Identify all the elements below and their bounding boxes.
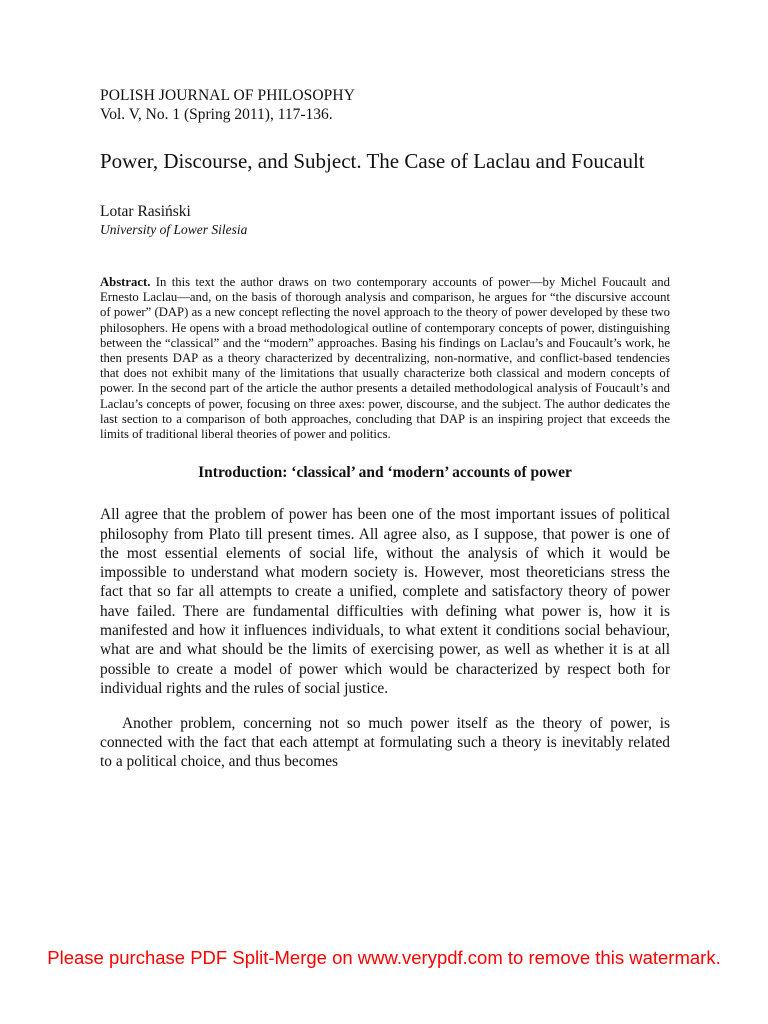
abstract-label: Abstract. bbox=[100, 275, 151, 289]
article-title: Power, Discourse, and Subject. The Case of Laclau and Foucault bbox=[100, 149, 645, 173]
body-paragraph: Another problem, concerning not so much power itself as the theory of power, is connected with the fact that each attempt at formulating such a theory is inevitably related to a political choice, and thus becomes bbox=[100, 714, 670, 771]
section-heading: Introduction: ‘classical’ and ‘modern’ accounts of power bbox=[198, 464, 572, 482]
abstract-text: In this text the author draws on two contemporary accounts of power—by Michel Foucault and Ernesto Laclau—and, on the basis of thorough analysis and comparison, he argues for “the discursive account of power” (DAP) as a new concept reflecting the novel approach to the theory of power developed by these two philosophers. He opens with a broad methodological outline of contemporary concepts of power, distinguishing between the “classical” and the “modern” approaches. Basing his findings on Laclau’s and Foucault’s work, he then presents DAP as a theory characterized by decentralizing, non-normative, and conflict-based tendencies that does not exhibit many of the limitations that usually characterize both classical and modern concepts of power. In the second part of the article the author presents a detailed methodological analysis of Foucault’s and Laclau’s concepts of power, focusing on three axes: power, discourse, and the subject. The author dedicates the last section to a comparison of both approaches, concluding that DAP is an inspiring project that exceeds the limits of traditional liberal theories of power and politics. bbox=[100, 275, 670, 442]
author-affiliation: University of Lower Silesia bbox=[100, 222, 248, 237]
journal-name: POLISH JOURNAL OF PHILOSOPHY bbox=[100, 87, 355, 104]
document-page bbox=[100, 86, 670, 787]
watermark-text: Please purchase PDF Split-Merge on www.verypdf.com to remove this watermark. bbox=[47, 947, 721, 968]
journal-issue: Vol. V, No. 1 (Spring 2011), 117-136. bbox=[100, 106, 333, 123]
body-paragraph: All agree that the problem of power has been one of the most important issues of political philosophy from Plato till present times. All agree also, as I suppose, that power is one of the most essential elements of social life, without the analysis of which it would be impossible to understand what modern society is. However, most theoreticians stress the fact that so far all attempts to create a unified, complete and satisfactory theory of power have failed. There are fundamental difficulties with defining what power is, how it is manifested and how it influences individuals, to what extent it conditions social behaviour, what are and what should be the limits of exercising power, as well as whether it is at all possible to create a model of power which would be characterized by respect both for individual rights and the rules of social justice. bbox=[100, 506, 670, 697]
abstract bbox=[100, 275, 670, 442]
author-name: Lotar Rasiński bbox=[100, 203, 191, 220]
